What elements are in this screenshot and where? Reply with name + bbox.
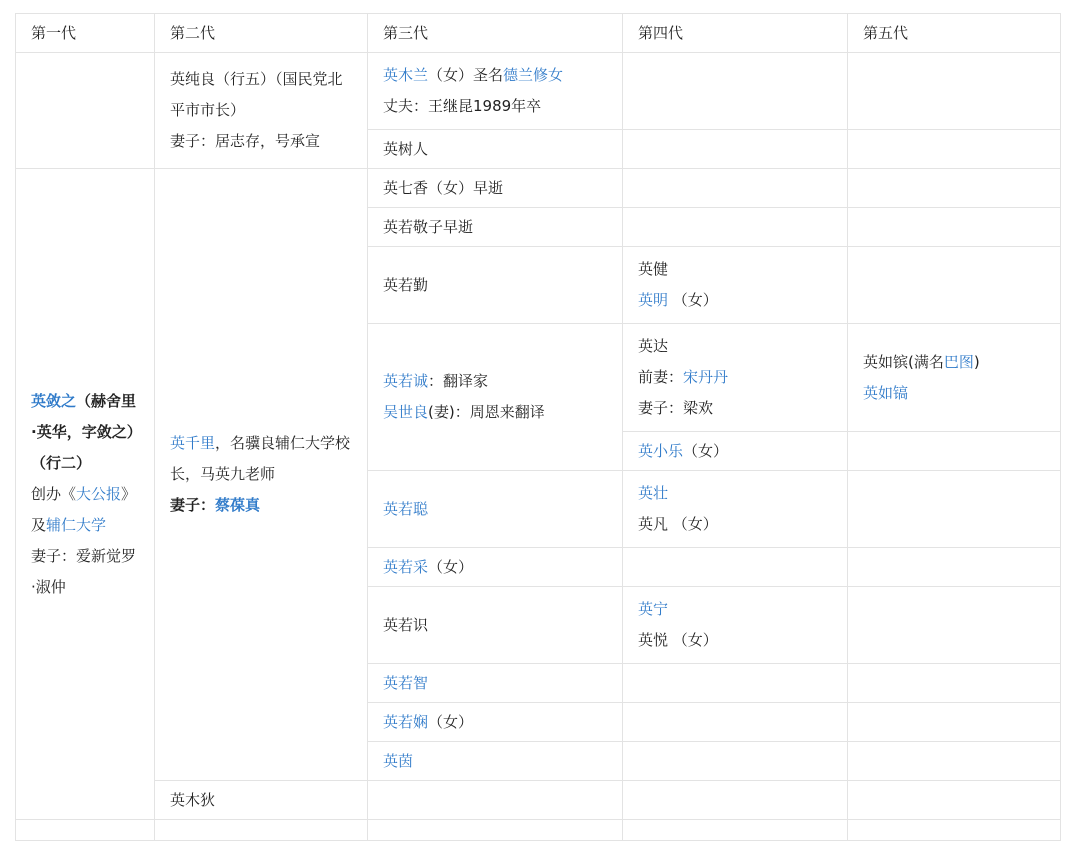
table-row (16, 781, 1061, 820)
cell-empty (848, 703, 1061, 742)
batu-link[interactable]: 巴图 (943, 352, 974, 371)
cell-empty (16, 53, 155, 169)
ying-ruozhi-link[interactable]: 英若智 (383, 674, 429, 692)
cell-ying-ruoshi: 英若识 (368, 587, 623, 664)
cell-empty (848, 208, 1061, 247)
cell-empty (848, 820, 1061, 841)
cell-empty (623, 742, 848, 781)
cell-empty (848, 53, 1061, 130)
table-row (16, 820, 1061, 841)
cell-empty (623, 820, 848, 841)
wu-shiliang-desc: (妻)：周恩来翻译 (428, 403, 545, 421)
table-row (16, 53, 1061, 130)
ying-fan-text: 英凡 （女） (638, 515, 718, 533)
cell-ying-ruozhi (368, 664, 623, 703)
cell-ying-zhuang (623, 471, 848, 548)
cell-empty (623, 169, 848, 208)
ying-ning-link[interactable]: 英宁 (638, 600, 669, 618)
ying-xiaole-link[interactable]: 英小乐 (638, 442, 684, 460)
cell-empty (16, 820, 155, 841)
mother-teresa-link[interactable]: 德兰修女 (503, 66, 564, 84)
ying-ruocheng-desc: ：翻译家 (428, 372, 489, 390)
ying-rubin-pre: 英如镔(满名 (863, 352, 944, 371)
cell-ying-chunliang (155, 53, 368, 169)
ying-qianli-link[interactable]: 英千里 (170, 434, 216, 452)
cell-empty (848, 664, 1061, 703)
furen-university-link[interactable]: 辅仁大学 (46, 515, 107, 534)
cell-ying-qixiang: 英七香（女）早逝 (368, 169, 623, 208)
song-dandan-link[interactable]: 宋丹丹 (683, 368, 729, 386)
ying-chunliang-wife: 妻子：居志存，号承宣 (170, 132, 321, 150)
cell-ying-qianli (155, 169, 368, 781)
ying-da-wife: 妻子：梁欢 (638, 399, 714, 417)
cell-empty (848, 742, 1061, 781)
cell-empty (623, 781, 848, 820)
genealogy-table (15, 13, 1061, 841)
ying-ming-suffix: （女） (668, 291, 718, 309)
ying-xiaole-suffix: （女） (683, 442, 729, 460)
cell-empty (623, 664, 848, 703)
ying-qianli-desc: ，名骥良辅仁大学校长，马英九老师 (170, 434, 351, 483)
ying-lianzhi-link[interactable]: 英敛之 (31, 391, 77, 410)
cell-ying-mulan (368, 53, 623, 130)
ying-mulan-link[interactable]: 英木兰 (383, 66, 429, 84)
ying-ruocai-suffix: （女） (428, 558, 474, 576)
ying-jian-text: 英健 (638, 260, 669, 278)
cell-ying-ning (623, 587, 848, 664)
header-gen4: 第四代 (623, 14, 848, 53)
ying-ruxiang-link[interactable]: 英如镐 (863, 383, 909, 402)
cell-empty (368, 820, 623, 841)
cell-ying-ruoqin: 英若勤 (368, 247, 623, 324)
ying-chunliang-text: 英纯良（行五）（国民党北平市市长） (170, 70, 343, 119)
cell-ying-ruocheng (368, 324, 623, 471)
cell-ying-ruocong (368, 471, 623, 548)
cell-empty (848, 471, 1061, 548)
ying-zhuang-link[interactable]: 英壮 (638, 484, 669, 502)
ying-da-text: 英达 (638, 337, 669, 355)
cell-ying-mudi: 英木狄 (155, 781, 368, 820)
ying-mulan-husband: 丈夫：王继昆1989年卒 (383, 97, 542, 115)
cell-empty (623, 208, 848, 247)
cell-ying-ruocai (368, 548, 623, 587)
cell-ying-ruojingzi: 英若敬子早逝 (368, 208, 623, 247)
ying-ruocheng-link[interactable]: 英若诚 (383, 372, 429, 390)
cell-ying-lianzhi (16, 169, 155, 820)
cell-empty (623, 703, 848, 742)
ying-qianli-wife-label: 妻子： (170, 496, 216, 514)
cell-empty (623, 130, 848, 169)
ying-yin-link[interactable]: 英茵 (383, 752, 414, 770)
ying-ming-link[interactable]: 英明 (638, 291, 669, 309)
table-row (16, 169, 1061, 208)
header-gen3: 第三代 (368, 14, 623, 53)
dagongbao-link[interactable]: 大公报 (76, 484, 122, 503)
cell-ying-rubin (848, 324, 1061, 432)
ying-lianzhi-alias: （赫舍里·英华，字敛之）（行二） (31, 391, 137, 472)
header-gen5: 第五代 (848, 14, 1061, 53)
cell-empty (848, 247, 1061, 324)
cell-empty (848, 587, 1061, 664)
cell-empty (623, 548, 848, 587)
ying-ruoxian-link[interactable]: 英若娴 (383, 713, 429, 731)
ying-ruocai-link[interactable]: 英若采 (383, 558, 429, 576)
header-gen1: 第一代 (16, 14, 155, 53)
cai-baozhen-link[interactable]: 蔡葆真 (215, 496, 261, 514)
ying-yue-text: 英悦 （女） (638, 631, 718, 649)
cell-empty (848, 169, 1061, 208)
ying-lianzhi-wife: 妻子：爱新觉罗·淑仲 (31, 546, 137, 596)
cell-ying-ruoxian (368, 703, 623, 742)
ying-rubin-post: ) (973, 352, 980, 371)
cell-ying-yin (368, 742, 623, 781)
ying-ruocong-link[interactable]: 英若聪 (383, 499, 429, 518)
cell-empty (368, 781, 623, 820)
cell-empty (848, 432, 1061, 471)
header-gen2: 第二代 (155, 14, 368, 53)
cell-empty (848, 548, 1061, 587)
cell-empty (623, 53, 848, 130)
cell-ying-xiaole (623, 432, 848, 471)
founded-prefix: 创办《 (31, 484, 77, 503)
cell-ying-shuren: 英树人 (368, 130, 623, 169)
founded-mid: 》及 (31, 484, 137, 534)
ying-ruoxian-suffix: （女） (428, 713, 474, 731)
cell-ying-da (623, 324, 848, 432)
cell-empty (848, 781, 1061, 820)
cell-empty (155, 820, 368, 841)
ying-mulan-desc: （女）圣名 (428, 66, 504, 84)
ying-da-exwife-label: 前妻： (638, 368, 684, 386)
cell-ying-jian (623, 247, 848, 324)
header-row (16, 14, 1061, 53)
cell-empty (848, 130, 1061, 169)
wu-shiliang-link[interactable]: 吴世良 (383, 403, 429, 421)
